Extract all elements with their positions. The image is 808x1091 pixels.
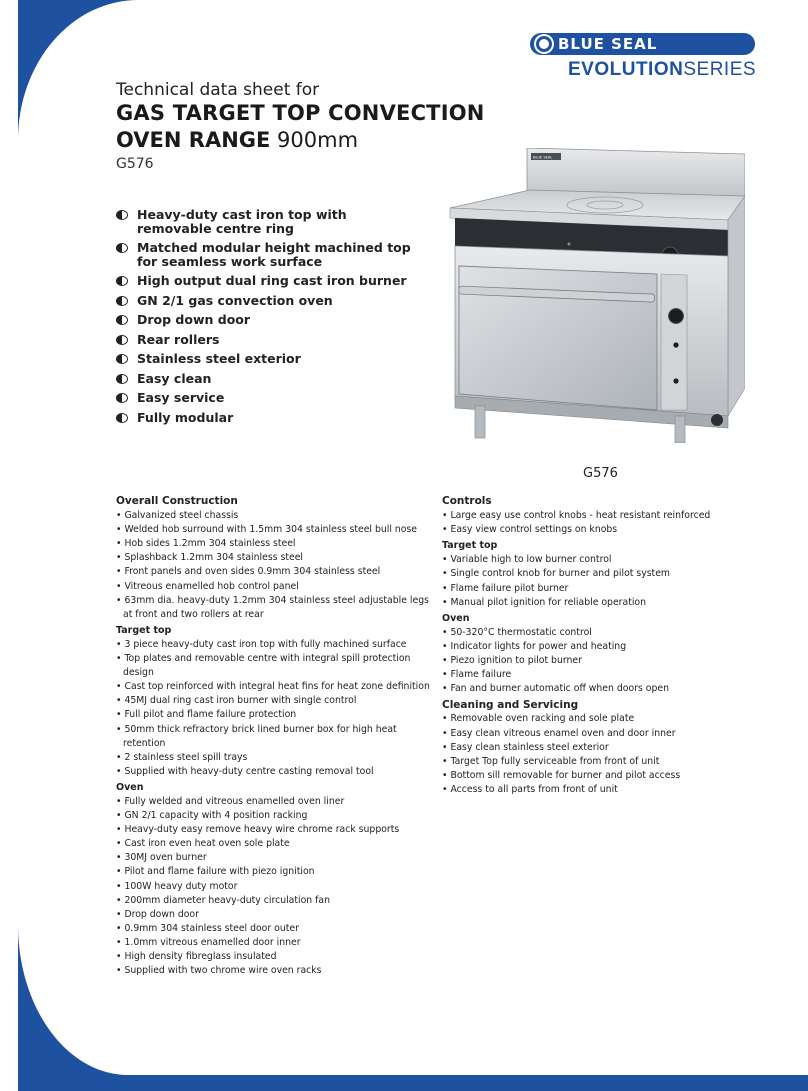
spec-item: • Easy clean vitreous enamel oven and door inner bbox=[442, 727, 762, 741]
spec-item: • Cast top reinforced with integral heat fins for heat zone definition bbox=[116, 680, 436, 694]
feature-item bbox=[116, 241, 416, 268]
subsection-heading: Target top bbox=[116, 624, 172, 636]
series-name bbox=[568, 59, 756, 81]
side-panel bbox=[728, 196, 745, 416]
rear-roller-icon bbox=[711, 414, 723, 426]
half-circle-bullet-icon bbox=[116, 276, 128, 286]
model-code: G576 bbox=[116, 156, 154, 172]
spec-item: • Flame failure bbox=[442, 668, 762, 682]
half-circle-bullet-icon bbox=[116, 374, 128, 384]
spec-item: • Easy clean stainless steel exterior bbox=[442, 741, 762, 755]
feature-item bbox=[116, 333, 416, 347]
spec-item: • Bottom sill removable for burner and pilot access bbox=[442, 769, 762, 783]
feature-text: Rear rollers bbox=[137, 331, 220, 347]
feature-item bbox=[116, 274, 416, 288]
spec-item: • Hob sides 1.2mm 304 stainless steel bbox=[116, 537, 436, 551]
feature-text: Easy clean bbox=[137, 370, 212, 386]
half-circle-bullet-icon bbox=[116, 335, 128, 345]
feature-item bbox=[116, 294, 416, 308]
half-circle-bullet-icon bbox=[116, 210, 128, 220]
spec-item: • Fully welded and vitreous enamelled oven liner bbox=[116, 795, 436, 809]
spec-item: • Front panels and oven sides 0.9mm 304 stainless steel bbox=[116, 565, 436, 579]
spec-item: • Top plates and removable centre with integral spill protection design bbox=[116, 652, 436, 680]
spec-item: • Heavy-duty easy remove heavy wire chrome rack supports bbox=[116, 823, 436, 837]
feature-item bbox=[116, 372, 416, 386]
half-circle-bullet-icon bbox=[116, 243, 128, 253]
feature-item bbox=[116, 411, 416, 425]
feature-text: Heavy-duty cast iron top with removable centre ring bbox=[137, 207, 347, 236]
spec-item: • Large easy use control knobs - heat resistant reinforced bbox=[442, 509, 762, 523]
spec-item: • High density fibreglass insulated bbox=[116, 950, 436, 964]
spec-item: • GN 2/1 capacity with 4 position racking bbox=[116, 809, 436, 823]
spec-item: • Vitreous enamelled hob control panel bbox=[116, 580, 436, 594]
subsection-heading: Target top bbox=[442, 540, 498, 552]
spec-item: • Target Top fully serviceable from front of unit bbox=[442, 755, 762, 769]
section-heading: Cleaning and Servicing bbox=[442, 699, 579, 712]
spec-item: • Supplied with heavy-duty centre casting removal tool bbox=[116, 765, 436, 779]
half-circle-bullet-icon bbox=[116, 393, 128, 403]
half-circle-bullet-icon bbox=[116, 413, 128, 423]
half-circle-bullet-icon bbox=[116, 354, 128, 364]
product-illustration bbox=[445, 148, 745, 443]
brand-logo bbox=[530, 33, 755, 81]
section-heading: Controls bbox=[442, 495, 492, 507]
oven-control-strip bbox=[661, 274, 687, 410]
front-leg-left bbox=[475, 406, 485, 438]
spec-item: • 100W heavy duty motor bbox=[116, 880, 436, 894]
left-margin bbox=[0, 0, 18, 1091]
logo-badge bbox=[530, 33, 755, 55]
spec-item: • 50-320°C thermostatic control bbox=[442, 626, 762, 640]
pilot-indicator bbox=[568, 243, 571, 246]
thermostat-knob-icon bbox=[669, 309, 684, 324]
feature-text: Matched modular height machined top for seamless work surface bbox=[137, 240, 411, 269]
spec-item: • Variable high to low burner control bbox=[442, 553, 762, 567]
section-heading: Overall Construction bbox=[116, 495, 238, 507]
title-line-2 bbox=[116, 128, 358, 152]
power-light-icon bbox=[673, 342, 678, 347]
spec-item: • 63mm dia. heavy-duty 1.2mm 304 stainless steel adjustable legs at front and two rollers at rear bbox=[116, 594, 436, 622]
spec-item: • Cast iron even heat oven sole plate bbox=[116, 837, 436, 851]
feature-text: Drop down door bbox=[137, 312, 251, 327]
spec-item: • 45MJ dual ring cast iron burner with single control bbox=[116, 694, 436, 708]
feature-text: GN 2/1 gas convection oven bbox=[137, 292, 333, 308]
series-suffix: SERIES bbox=[683, 59, 757, 80]
spec-item: • Single control knob for burner and pilot system bbox=[442, 567, 762, 581]
document-subtitle: Technical data sheet for bbox=[116, 80, 320, 100]
title-line-2-bold: OVEN RANGE bbox=[116, 128, 271, 152]
piezo-button-icon bbox=[673, 378, 678, 383]
spec-item: • Manual pilot ignition for reliable operation bbox=[442, 596, 762, 610]
subsection-heading: Oven bbox=[442, 612, 470, 624]
spec-item: • Splashback 1.2mm 304 stainless steel bbox=[116, 551, 436, 565]
feature-text: Stainless steel exterior bbox=[137, 351, 301, 366]
spec-item: • Flame failure pilot burner bbox=[442, 582, 762, 596]
feature-item bbox=[116, 208, 416, 235]
logo-text: BLUE SEAL bbox=[558, 35, 658, 53]
front-leg-right bbox=[675, 416, 685, 443]
spec-item: • 200mm diameter heavy-duty circulation fan bbox=[116, 894, 436, 908]
spec-item: • 2 stainless steel spill trays bbox=[116, 751, 436, 765]
spec-item: • 30MJ oven burner bbox=[116, 851, 436, 865]
feature-item bbox=[116, 352, 416, 366]
spec-item: • Removable oven racking and sole plate bbox=[442, 712, 762, 726]
specs-right-column bbox=[442, 494, 762, 797]
oven-controls-list bbox=[442, 626, 762, 696]
feature-item bbox=[116, 313, 416, 327]
spec-item: • Full pilot and flame failure protection bbox=[116, 708, 436, 722]
feature-text: Easy service bbox=[137, 390, 225, 405]
spec-item: • 1.0mm vitreous enamelled door inner bbox=[116, 936, 436, 950]
feature-list bbox=[116, 208, 416, 430]
spec-item: • Welded hob surround with 1.5mm 304 stainless steel bull nose bbox=[116, 523, 436, 537]
feature-text: High output dual ring cast iron burner bbox=[137, 273, 407, 288]
product-caption: G576 bbox=[583, 466, 618, 481]
spec-item: • Easy view control settings on knobs bbox=[442, 523, 762, 537]
spec-item: • Galvanized steel chassis bbox=[116, 509, 436, 523]
half-circle-bullet-icon bbox=[116, 315, 128, 325]
spec-item: • Pilot and flame failure with piezo ignition bbox=[116, 865, 436, 879]
spec-item: • Drop down door bbox=[116, 908, 436, 922]
spec-item: • Piezo ignition to pilot burner bbox=[442, 654, 762, 668]
logo-circle-icon bbox=[536, 36, 552, 52]
spec-item: • 50mm thick refractory brick lined burner box for high heat retention bbox=[116, 723, 436, 751]
feature-item bbox=[116, 391, 416, 405]
name-plate-text: BLUE SEAL bbox=[533, 155, 553, 160]
target-top-list bbox=[116, 638, 436, 779]
cleaning-list bbox=[442, 712, 762, 797]
controls-list bbox=[442, 509, 762, 537]
spec-item: • 0.9mm 304 stainless steel door outer bbox=[116, 922, 436, 936]
spec-item: • Access to all parts from front of unit bbox=[442, 783, 762, 797]
series-evo: EVOLUTION bbox=[568, 59, 684, 80]
target-top-controls-list bbox=[442, 553, 762, 609]
title-line-1: GAS TARGET TOP CONVECTION bbox=[116, 101, 485, 125]
subsection-heading: Oven bbox=[116, 781, 144, 793]
spec-item: • Fan and burner automatic off when doors open bbox=[442, 682, 762, 696]
title-size: 900mm bbox=[270, 128, 359, 152]
construction-list bbox=[116, 509, 436, 622]
feature-text: Fully modular bbox=[137, 409, 234, 425]
half-circle-bullet-icon bbox=[116, 296, 128, 306]
spec-item: • 3 piece heavy-duty cast iron top with fully machined surface bbox=[116, 638, 436, 652]
oven-list bbox=[116, 795, 436, 978]
spec-item: • Supplied with two chrome wire oven racks bbox=[116, 964, 436, 978]
spec-item: • Indicator lights for power and heating bbox=[442, 640, 762, 654]
specs-left-column bbox=[116, 494, 436, 978]
